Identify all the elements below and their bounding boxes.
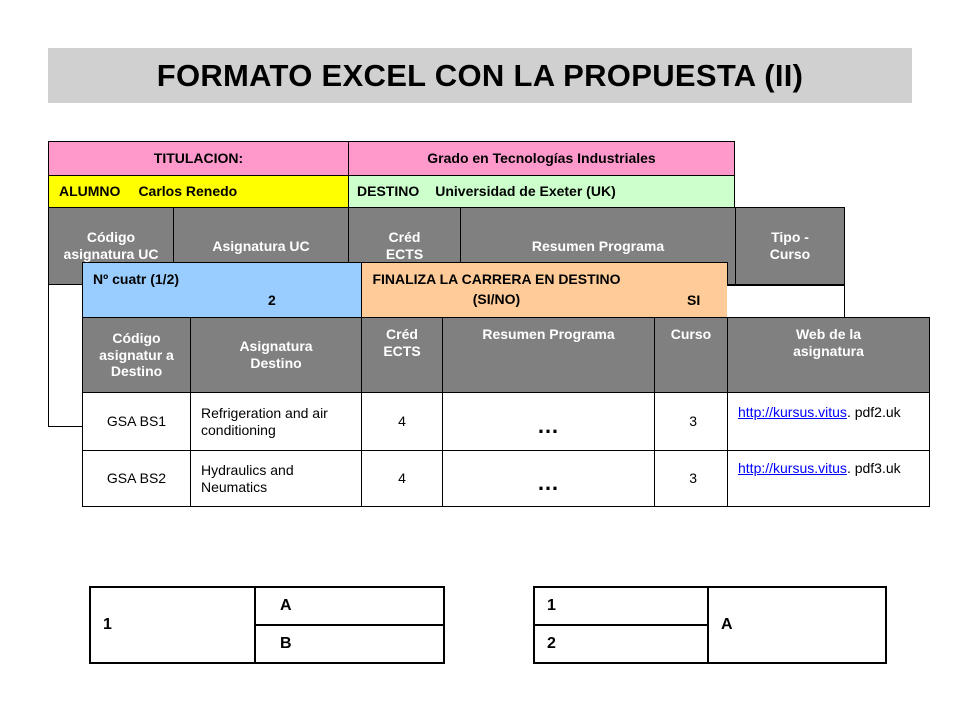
finaliza-cell	[361, 262, 728, 318]
row1-web	[727, 392, 930, 451]
header-codigo-uc: Código asignatura UC	[48, 207, 174, 285]
left-example-num: 1	[89, 586, 256, 664]
right-example-two: 2	[533, 624, 709, 664]
right-example-one: 1	[533, 586, 709, 626]
header-cred-uc: Créd ECTS	[348, 207, 461, 285]
header-web: Web de la asignatura	[727, 317, 930, 393]
row1-curso: 3	[654, 392, 728, 451]
header-asignatura-uc: Asignatura UC	[173, 207, 349, 285]
left-example-b: B	[254, 624, 445, 664]
header-codigo-destino: Código asignatur a Destino	[82, 317, 191, 393]
row1-web-rest: . pdf2.uk	[846, 404, 901, 420]
titulacion-label: TITULACION:	[48, 141, 349, 176]
row2-subject: Hydraulics and Neumatics	[190, 450, 362, 507]
row1-summary: …	[442, 392, 655, 451]
row2-web-link[interactable]: http://kursus.vitus	[738, 460, 847, 476]
finaliza-label: FINALIZA LA CARRERA EN DESTINO (SI/NO)	[372, 271, 621, 307]
right-example-a: A	[707, 586, 887, 664]
tipo-curso-empty-cell	[727, 285, 845, 318]
header-asignatura-destino: Asignatura Destino	[190, 317, 362, 393]
alumno-cell	[48, 175, 349, 208]
titulacion-value: Grado en Tecnologías Industriales	[348, 141, 735, 176]
alumno-label: ALUMNO	[59, 183, 121, 200]
header-tipo-curso: Tipo - Curso	[735, 207, 845, 285]
row1-code: GSA BS1	[82, 392, 191, 451]
destino-label: DESTINO	[357, 183, 420, 200]
header-resumen-uc: Resumen Programa	[460, 207, 736, 285]
row2-ects: 4	[361, 450, 443, 507]
row2-code: GSA BS2	[82, 450, 191, 507]
row2-web	[727, 450, 930, 507]
finaliza-value: SI	[687, 292, 701, 308]
destino-cell	[348, 175, 735, 208]
destino-value: Universidad de Exeter (UK)	[435, 183, 616, 200]
row2-web-rest: . pdf3.uk	[846, 460, 901, 476]
header-cred-destino: Créd ECTS	[361, 317, 443, 393]
left-example-a: A	[254, 586, 445, 626]
row1-web-link[interactable]: http://kursus.vitus	[738, 404, 847, 420]
row2-curso: 3	[654, 450, 728, 507]
alumno-value: Carlos Renedo	[138, 183, 238, 200]
page-title: FORMATO EXCEL CON LA PROPUESTA (II)	[48, 48, 912, 103]
header-resumen-destino: Resumen Programa	[442, 317, 655, 393]
header-curso: Curso	[654, 317, 728, 393]
row1-ects: 4	[361, 392, 443, 451]
row2-summary: …	[442, 450, 655, 507]
cuatr-cell	[82, 262, 362, 318]
uc-table-bottom-border	[48, 426, 82, 427]
uc-table-left-border	[48, 285, 49, 427]
cuatr-value: 2	[268, 292, 276, 308]
cuatr-label: Nº cuatr (1/2)	[93, 271, 180, 287]
row1-subject: Refrigeration and air conditioning	[190, 392, 362, 451]
